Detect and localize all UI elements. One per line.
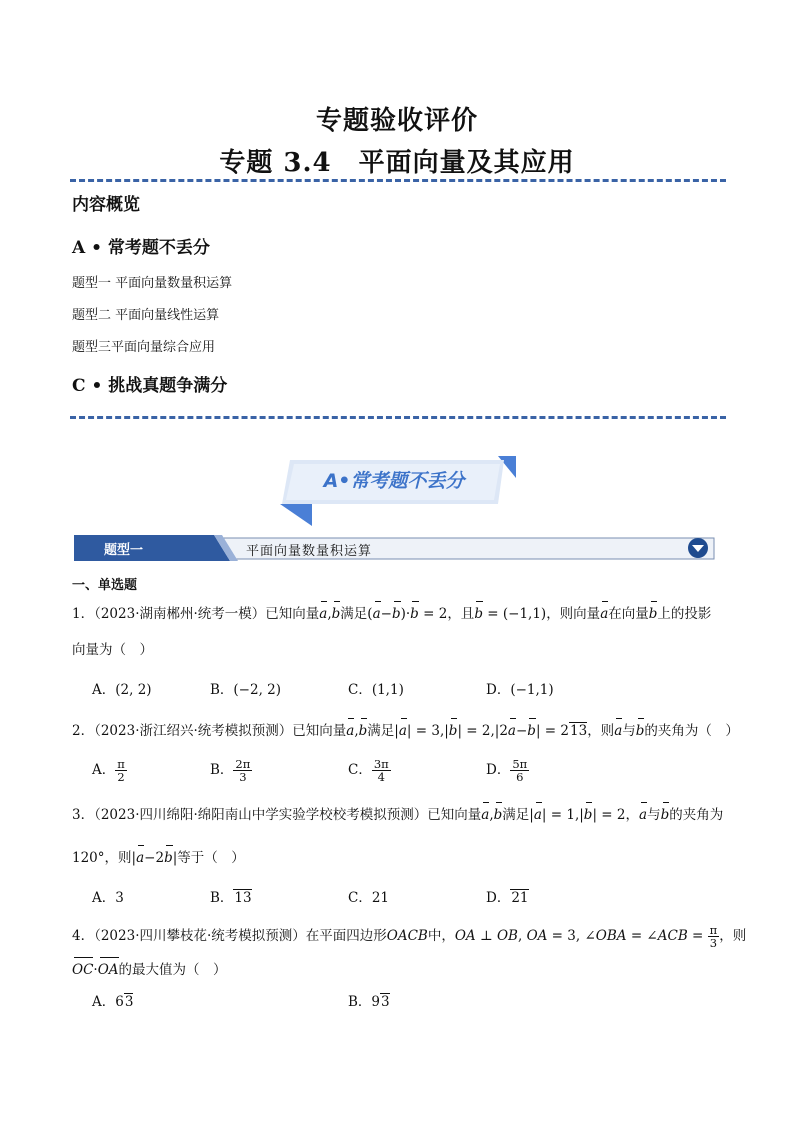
option-a[interactable]: A．3: [92, 890, 124, 906]
divider-top: [70, 179, 726, 182]
toc-item[interactable]: 题型三平面向量综合应用: [72, 340, 216, 355]
toc-item[interactable]: 题型二 平面向量线性运算: [72, 308, 220, 323]
divider-bottom: [70, 416, 726, 419]
type-tag: 题型一: [104, 543, 144, 558]
option-d[interactable]: D．(−1,1): [486, 682, 554, 698]
option-a[interactable]: A．63: [92, 994, 134, 1010]
question-3: 3．（2023·四川绵阳·绵阳南山中学实验学校校考模拟预测）已知向量a,b满足|a| = 1,|b| = 2，a与b的夹角为: [72, 807, 724, 823]
type-title: 平面向量数量积运算: [246, 544, 373, 559]
option-d[interactable]: D． $\frac{5\pi}{6}$: [486, 757, 528, 784]
question-3-line-2: 120°，则|a−2b|等于（ ）: [72, 850, 245, 866]
overview-section-c: C • 挑战真题争满分: [72, 376, 228, 396]
option-b[interactable]: B．13: [210, 890, 252, 906]
option-a[interactable]: A．(2, 2): [92, 682, 152, 698]
toc-item[interactable]: 题型一 平面向量数量积运算: [72, 276, 233, 291]
option-d[interactable]: D．21: [486, 890, 529, 906]
option-c[interactable]: C． $\frac{3\pi}{4}$: [348, 757, 389, 784]
option-a[interactable]: A． $\frac{\pi}{2}$: [92, 757, 125, 784]
option-c[interactable]: C．(1,1): [348, 682, 404, 698]
question-4-line-2: OC·OA的最大值为（ ）: [72, 962, 227, 978]
chevron-down-icon[interactable]: [686, 536, 710, 560]
overview-heading: 内容概览: [72, 195, 140, 215]
option-b[interactable]: B． $\frac{2\pi}{3}$: [210, 757, 251, 784]
question-type-bar: [74, 535, 716, 561]
banner-label: A•常考题不丢分: [323, 470, 465, 492]
question-2: 2．（2023·浙江绍兴·统考模拟预测）已知向量a,b满足|a| = 3,|b| = 2,|2a−b| = 213，则a与b的夹角为（ ）: [72, 723, 739, 739]
option-b[interactable]: B．(−2, 2): [210, 682, 282, 698]
option-c[interactable]: C．21: [348, 890, 390, 906]
question-1: 1．（2023·湖南郴州·统考一模）已知向量a,b满足(a−b)·b = 2，且b = (−1,1)，则向量a在向量b上的投影: [72, 606, 712, 622]
section-heading: 一、单选题: [72, 578, 138, 593]
overview-section-a: A • 常考题不丢分: [72, 238, 210, 258]
option-b[interactable]: B．93: [348, 994, 390, 1010]
page-subtitle: 专题 3.4 平面向量及其应用: [219, 148, 575, 178]
page-title: 专题验收评价: [315, 106, 478, 136]
question-1-line-2: 向量为（ ）: [72, 642, 153, 658]
question-4: 4．（2023·四川攀枝花·统考模拟预测）在平面四边形OACB中，OA ⊥ OB, OA = 3, ∠OBA = ∠ACB = $\frac{\pi}{3}$ ，则: [72, 923, 747, 950]
